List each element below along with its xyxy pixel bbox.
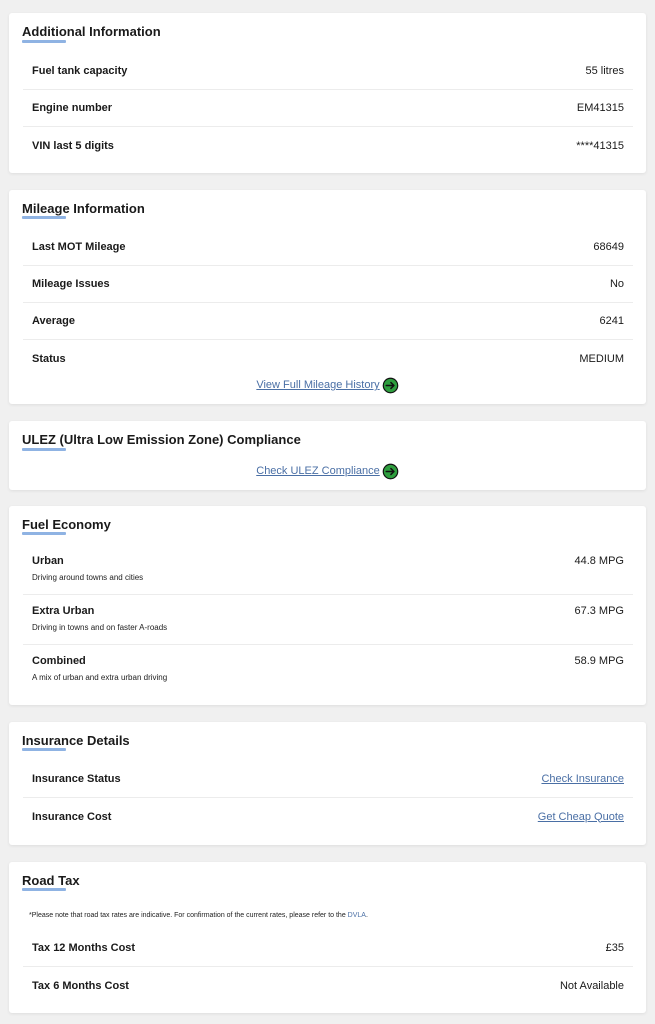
check-ulez-link[interactable] [256, 463, 399, 480]
insurance-card [9, 722, 646, 845]
row-value: MEDIUM [579, 352, 624, 365]
additional-info-card [9, 13, 646, 173]
row-value: ****41315 [576, 139, 624, 152]
note-suffix: . [365, 912, 368, 919]
row-value: 67.3 MPG [574, 605, 624, 617]
row-label: VIN last 5 digits [32, 139, 114, 152]
row-description: Driving around towns and cities [32, 573, 144, 582]
road-tax-card [9, 862, 646, 1013]
info-row [23, 930, 633, 967]
info-row [23, 229, 633, 266]
title-underline [22, 216, 66, 219]
row-label: Tax 12 Months Cost [32, 942, 136, 954]
mileage-info-card [9, 190, 646, 404]
section-title: ULEZ (Ultra Low Emission Zone) Compliance [22, 432, 301, 447]
row-description: Driving in towns and on faster A-roads [32, 623, 168, 632]
info-row [23, 340, 633, 377]
section-title: Mileage Information [22, 201, 145, 216]
row-label: Insurance Status [32, 773, 121, 785]
info-row [23, 967, 633, 1004]
arrow-right-circle-icon [382, 463, 399, 480]
cta-label: Check ULEZ Compliance [256, 465, 380, 477]
section-title: Road Tax [22, 873, 80, 888]
dvla-link[interactable]: DVLA [347, 912, 366, 919]
row-value: No [609, 278, 624, 290]
road-tax-note [29, 912, 368, 919]
row-value: 44.8 MPG [574, 555, 624, 567]
info-row [23, 761, 633, 798]
row-label: Mileage Issues [32, 278, 110, 290]
info-row [23, 303, 633, 340]
note-text: *Please note that road tax rates are indicative. For confirmation of the current rates, please refer to the [29, 912, 348, 919]
title-underline [22, 40, 66, 43]
ulez-cta [9, 461, 646, 480]
title-underline [22, 748, 66, 751]
row-label: Average [32, 315, 76, 327]
fuel-economy-row [23, 595, 633, 645]
arrow-right-circle-icon [382, 377, 399, 394]
row-label: Last MOT Mileage [32, 241, 126, 253]
row-value: Not Available [559, 979, 624, 992]
row-value: £35 [605, 942, 624, 954]
title-underline [22, 448, 66, 451]
mileage-history-cta [9, 375, 646, 394]
row-label: Engine number [32, 102, 113, 114]
get-cheap-quote-link[interactable]: Get Cheap Quote [537, 810, 624, 823]
row-label: Urban [32, 555, 64, 567]
ulez-card [9, 421, 646, 490]
section-title: Insurance Details [22, 733, 130, 748]
info-row [23, 798, 633, 835]
row-label: Insurance Cost [32, 810, 112, 823]
row-value: 6241 [599, 315, 624, 327]
fuel-economy-card [9, 506, 646, 705]
row-label: Fuel tank capacity [32, 65, 128, 77]
row-description: A mix of urban and extra urban driving [32, 673, 168, 682]
row-value: EM41315 [576, 102, 624, 114]
row-label: Tax 6 Months Cost [32, 979, 129, 992]
check-insurance-link[interactable]: Check Insurance [541, 773, 624, 785]
info-row [23, 53, 633, 90]
row-label: Status [32, 352, 66, 365]
info-row [23, 127, 633, 164]
fuel-economy-row [23, 545, 633, 595]
row-value: 58.9 MPG [574, 655, 624, 667]
row-label: Extra Urban [32, 605, 95, 617]
title-underline [22, 532, 66, 535]
cta-label: View Full Mileage History [256, 379, 380, 391]
row-value: 55 litres [585, 65, 624, 77]
fuel-economy-row [23, 645, 633, 695]
title-underline [22, 888, 66, 891]
row-label: Combined [32, 655, 86, 667]
section-title: Additional Information [22, 24, 161, 39]
section-title: Fuel Economy [22, 517, 111, 532]
info-row [23, 90, 633, 127]
view-mileage-history-link[interactable] [256, 377, 398, 394]
row-value: 68649 [593, 241, 624, 253]
info-row [23, 266, 633, 303]
